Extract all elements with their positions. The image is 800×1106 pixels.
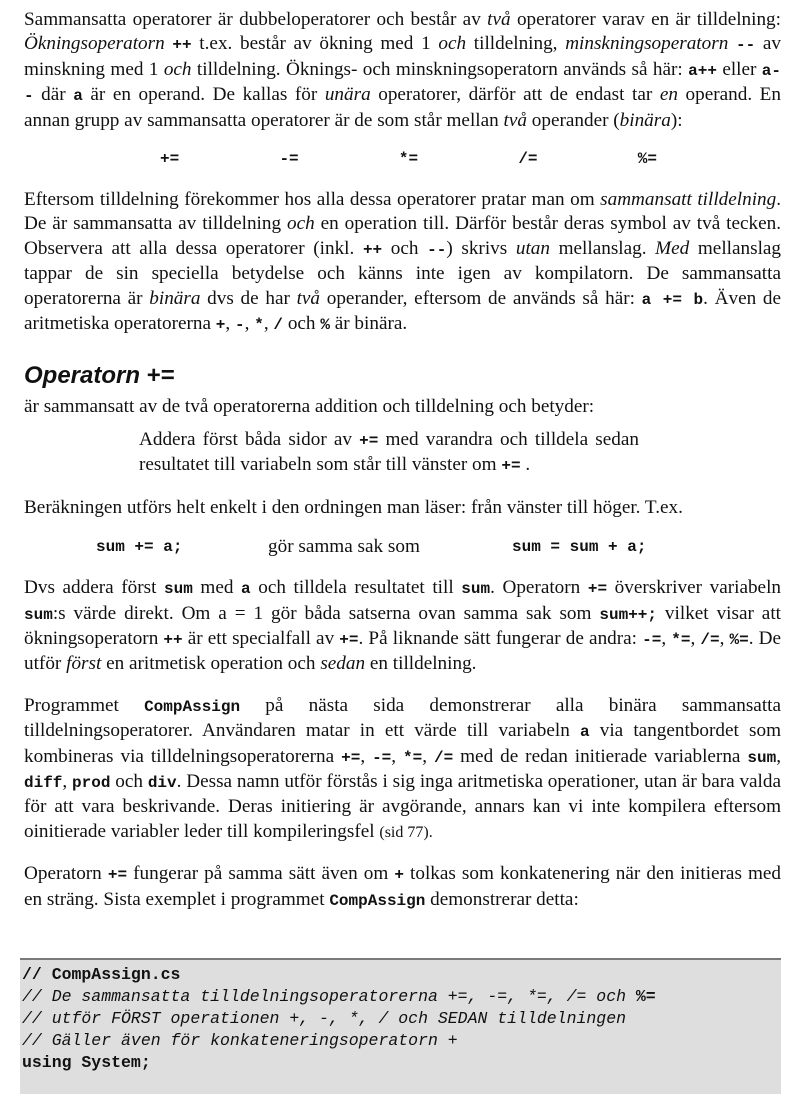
code-listing (20, 958, 781, 1094)
operator-item: -= (279, 150, 299, 169)
definition-paragraph: är sammansatt av de två operatorerna addition och tilldelning och betyder: (24, 396, 595, 418)
equivalence-example (24, 535, 781, 559)
compound-assignment-paragraph: Eftersom tilldelning förekommer hos alla dessa operatorer pratar man om sammansatt tilldelning. De är sammansatta av tilldelning och en operation till. Därför består deras symbol av två tecken. Observera att alla dessa operatorer (inkl. ++ och --) skrivs utan mellanslag. Med mellanslag tappar de sin speciella betydelse och känns inte igen av kompilatorn. De sammansatta operatorerna är binära dvs de har två operander, eftersom de används så här: a += b. Även de aritmetiska operatorerna +, -, *, / och % är binära. (24, 189, 782, 335)
intro-paragraph: Sammansatta operatorer är dubbeloperatorer och består av två operatorer varav en är tilldelning: Ökningsoperatorn ++ t.ex. består av ökning med 1 och tilldelning, minskningsoperatorn -- av minskning med 1 och tilldelning. Öknings- och minskningsoperatorn används så här: a++ eller a-- där a är en operand. De kallas för unära operatorer, därför att de endast tar en operand. En annan grupp av sammansatta operatorer är de som står mellan två operander (binära): (24, 9, 781, 131)
operator-item: *= (398, 150, 419, 169)
section-heading: Operatorn += (24, 362, 175, 390)
explanation-paragraph: Dvs addera först sum med a och tilldela resultatet till sum. Operatorn += överskriver variabeln sum:s värde direkt. Om a = 1 gör båda satserna ovan samma sak som sum++; vilket visar att ökningsoperatorn ++ är ett specialfall av +=. På liknande sätt fungerar de andra: -=, *=, /=, %=. De utför först en aritmetisk operation och sedan en tilldelning. (24, 577, 782, 675)
example-left-code: sum += a; (96, 538, 183, 557)
rule-block (24, 428, 639, 479)
operator-list (24, 147, 781, 171)
page-reference: (sid 77). (379, 823, 433, 841)
concatenation-paragraph: Operatorn += fungerar på samma sätt även om + tolkas som konkatenering när den initieras med en sträng. Sista exemplet i programmet CompAssign demonstrerar detta: (24, 863, 782, 910)
code-line: // utför FÖRST operationen +, -, *, / och SEDAN tilldelningen (22, 1009, 626, 1028)
code-line: // De sammansatta tilldelningsoperatorerna +=, -=, *=, /= och %= (22, 987, 656, 1006)
rule-text: Addera först båda sidor av += med varandra och tilldela sedan resultatet till variabeln som står till vänster om += . (139, 428, 639, 476)
order-paragraph: Beräkningen utförs helt enkelt i den ordningen man läser: från vänster till höger. T.ex. (24, 496, 683, 518)
example-middle-text: gör samma sak som (268, 536, 420, 558)
operator-item: %= (637, 150, 657, 169)
operator-item: += (160, 150, 180, 169)
code-line: using System; (22, 1053, 151, 1072)
code-line: // Gäller även för konkateneringsoperatorn + (22, 1031, 458, 1050)
operator-item: /= (518, 150, 538, 169)
example-right-code: sum = sum + a; (512, 538, 647, 557)
page-body (24, 8, 781, 913)
program-paragraph: Programmet CompAssign på nästa sida demonstrerar alla binära sammansatta tilldelningsoperatorer. Användaren matar in ett värde till variabeln a via tangentbordet som kombineras via tilldelningsoperatorerna +=, -=, *=, /= med de redan initierade variablerna sum, diff, prod och div. Dessa namn utför förstås i sig inga aritmetiska operationer, utan är bara valda för att vara beskrivande. Deras initiering är avgörande, annars kan vi inte kompilera eftersom oinitierade variabler leder till kompileringsfel (sid 77). (24, 694, 782, 842)
code-line: // CompAssign.cs (22, 965, 181, 984)
